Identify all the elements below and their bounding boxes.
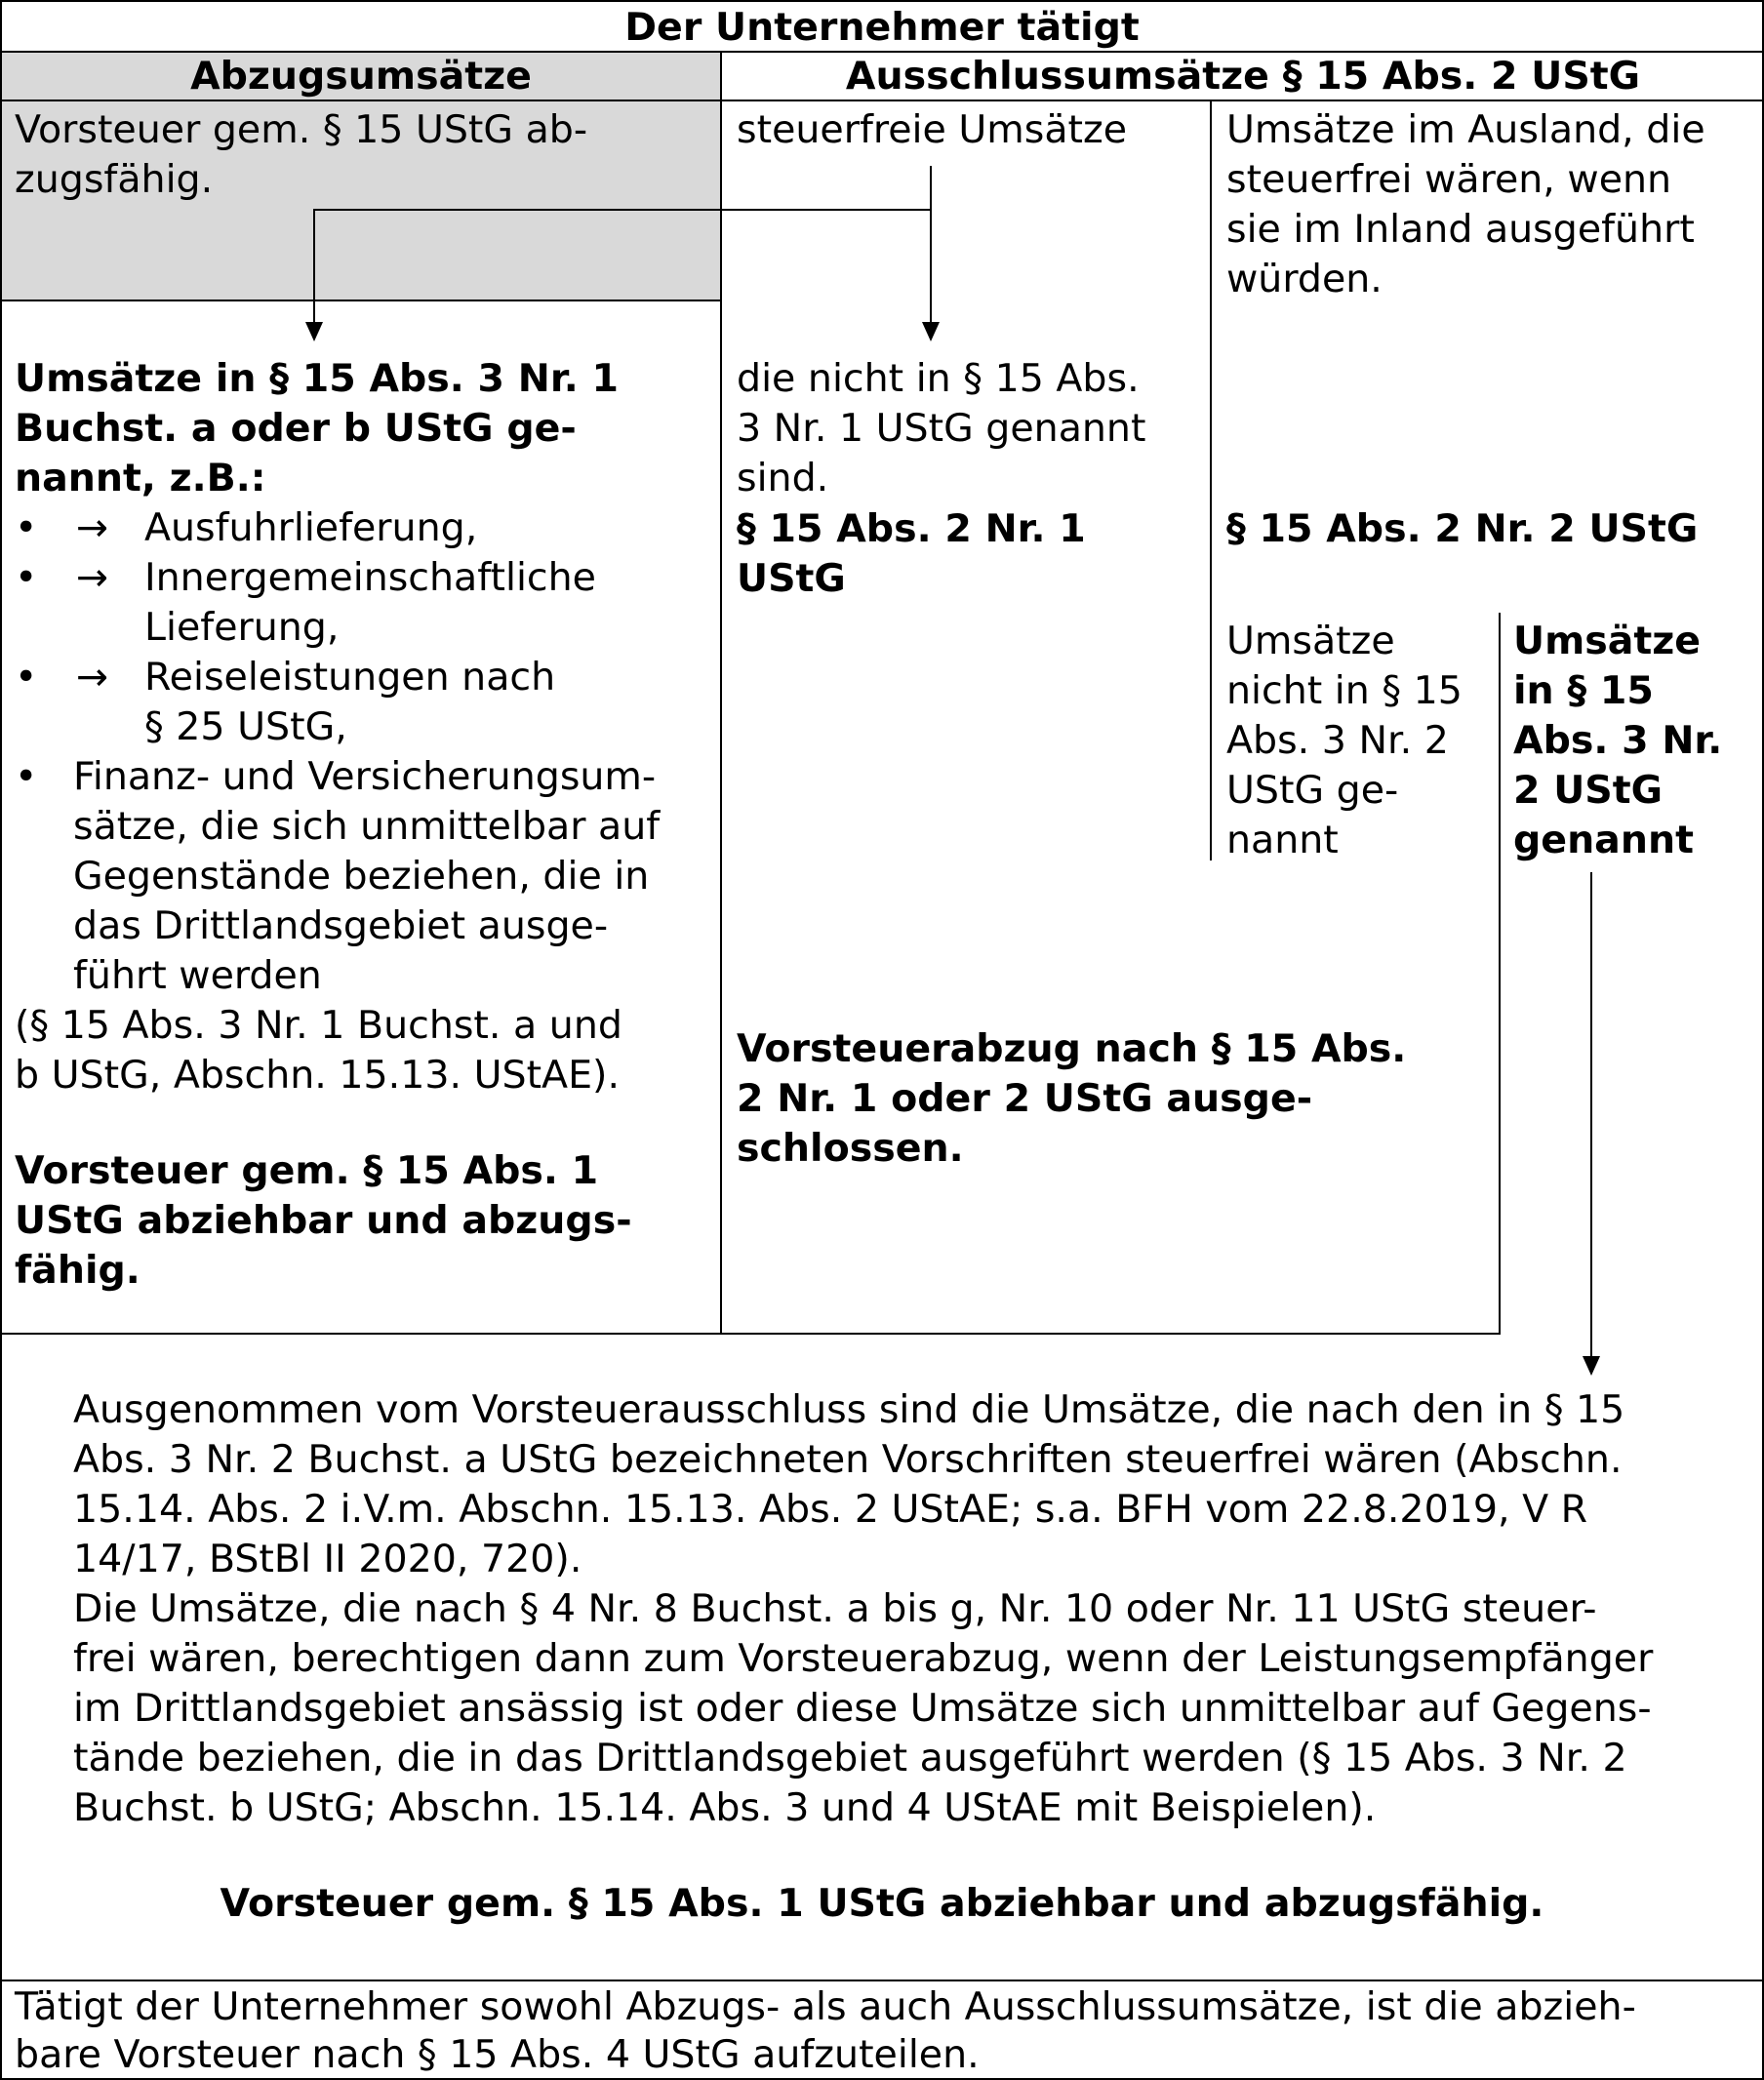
steuerfrei-top: steuerfreie Umsätze [737,107,1128,152]
exception-para2-line: tände beziehen, die in das Drittlandsgebiet ausgeführt werden (§ 15 Abs. 3 Nr. 2 [73,1736,1627,1780]
list-item-line: Gegenstände beziehen, die in [73,854,650,899]
exception-para1-line: 14/17, BStBl II 2020, 720). [73,1537,582,1581]
bullet-icon: • [15,555,38,600]
list-item-line: Ausfuhrlieferung, [144,505,478,550]
list-item-line: Innergemeinschaftliche [144,555,596,600]
arrowhead-down-left-icon [305,322,323,341]
ausland-top-line: steuerfrei wären, wenn [1226,157,1672,202]
arrowhead-down-middle-icon [922,322,940,341]
footer-line: Tätigt der Unternehmer sowohl Abzugs- als auch Ausschlussumsätze, ist die abzieh- [15,1984,1636,2029]
list-item-line: Finanz- und Versicherungsum- [73,754,657,799]
exception-conclusion: Vorsteuer gem. § 15 Abs. 1 UStG abziehbar und abzugsfähig. [220,1881,1544,1926]
column-header-ausschluss: Ausschlussumsätze § 15 Abs. 2 UStG [845,54,1641,99]
bullet-icon: • [15,505,38,550]
abzug-conclusion-line: UStG abziehbar und abzugs- [15,1198,632,1243]
abzug-top-line: zugsfähig. [15,157,214,202]
ausschluss-conclusion-line: schlossen. [737,1126,964,1171]
footer-divider [0,1980,1764,1981]
ausschluss-conclusion-line: 2 Nr. 1 oder 2 UStG ausge- [737,1076,1313,1121]
sub-right-line: in § 15 [1513,668,1654,713]
ausland-rule: § 15 Abs. 2 Nr. 2 UStG [1226,506,1699,551]
outer-border-left [0,0,2,2080]
list-item-line: sätze, die sich unmittelbar auf [73,804,661,849]
bullet-icon: • [15,754,38,799]
arrow-right-icon: → [76,505,109,550]
steuerfrei-rule-line: UStG [737,556,846,601]
ausschluss-conclusion-line: Vorsteuerabzug nach § 15 Abs. [737,1026,1407,1071]
connector-down-right [1590,872,1592,1364]
ausland-top-line: sie im Inland ausgeführt [1226,207,1695,252]
list-item-line: Reiseleistungen nach [144,655,556,700]
exception-para2-line: Die Umsätze, die nach § 4 Nr. 8 Buchst. a bis g, Nr. 10 oder Nr. 11 UStG steuer- [73,1586,1597,1631]
list-item-line: das Drittlandsgebiet ausge- [73,903,609,948]
sub-left-line: nannt [1226,818,1339,862]
abzug-heading-line: nannt, z.B.: [15,456,266,500]
list-item-line: § 25 UStG, [144,704,347,749]
sub-left-line: UStG ge- [1226,768,1399,813]
connector-down-left [313,209,315,324]
connector-down-middle [930,166,932,324]
exception-para1-line: Abs. 3 Nr. 2 Buchst. a UStG bezeichneten Vorschriften steuerfrei wären (Abschn. [73,1437,1623,1482]
outer-border-top [0,0,1764,2]
steuerfrei-rule-line: § 15 Abs. 2 Nr. 1 [737,506,1086,551]
abzug-heading-line: Buchst. a oder b UStG ge- [15,406,577,451]
connector-horizontal [313,209,931,211]
arrowhead-down-right-icon [1583,1356,1600,1376]
middle-section-bottom [0,1333,1501,1335]
sub-left-line: nicht in § 15 [1226,668,1463,713]
ausland-top-line: Umsätze im Ausland, die [1226,107,1705,152]
steuerfrei-desc-line: die nicht in § 15 Abs. [737,356,1140,401]
arrow-right-icon: → [76,555,109,600]
steuerfrei-desc-line: sind. [737,456,829,500]
exception-para2-line: Buchst. b UStG; Abschn. 15.14. Abs. 3 und 4 UStAE mit Beispielen). [73,1785,1377,1830]
ausland-top-line: würden. [1226,257,1383,301]
column-divider-1 [720,51,722,1335]
abzug-conclusion-line: Vorsteuer gem. § 15 Abs. 1 [15,1148,599,1193]
diagram-title: Der Unternehmer tätigt [624,5,1140,50]
list-item-line: führt werden [73,953,322,998]
list-item-line: Lieferung, [144,605,340,650]
abzug-heading-line: Umsätze in § 15 Abs. 3 Nr. 1 [15,356,619,401]
sub-left-line: Umsätze [1226,619,1395,663]
sub-right-line: Abs. 3 Nr. [1513,718,1723,763]
column-header-abzug: Abzugsumsätze [190,54,532,99]
bullet-icon: • [15,655,38,700]
exception-para2-line: frei wären, berechtigen dann zum Vorsteuerabzug, wenn der Leistungsempfänger [73,1636,1654,1681]
arrow-right-icon: → [76,655,109,700]
footer-line: bare Vorsteuer nach § 15 Abs. 4 UStG aufzuteilen. [15,2032,980,2077]
sub-right-line: Umsätze [1513,619,1702,663]
exception-para1-line: 15.14. Abs. 2 i.V.m. Abschn. 15.13. Abs. 2 UStAE; s.a. BFH vom 22.8.2019, V R [73,1487,1588,1532]
abzug-reference-line: b UStG, Abschn. 15.13. UStAE). [15,1053,621,1098]
exception-para1-line: Ausgenommen vom Vorsteuerausschluss sind die Umsätze, die nach den in § 15 [73,1387,1625,1432]
column-divider-2 [1210,101,1212,860]
abzug-shade-bottom [0,300,722,301]
abzug-reference-line: (§ 15 Abs. 3 Nr. 1 Buchst. a und [15,1003,622,1048]
sub-right-line: 2 UStG [1513,768,1664,813]
sub-divider [1499,613,1501,1335]
sub-right-line: genannt [1513,818,1694,862]
abzug-conclusion-line: fähig. [15,1248,140,1293]
steuerfrei-desc-line: 3 Nr. 1 UStG genannt [737,406,1146,451]
abzug-top-line: Vorsteuer gem. § 15 UStG ab- [15,107,588,152]
sub-left-line: Abs. 3 Nr. 2 [1226,718,1449,763]
exception-para2-line: im Drittlandsgebiet ansässig ist oder diese Umsätze sich unmittelbar auf Gegens- [73,1686,1652,1731]
